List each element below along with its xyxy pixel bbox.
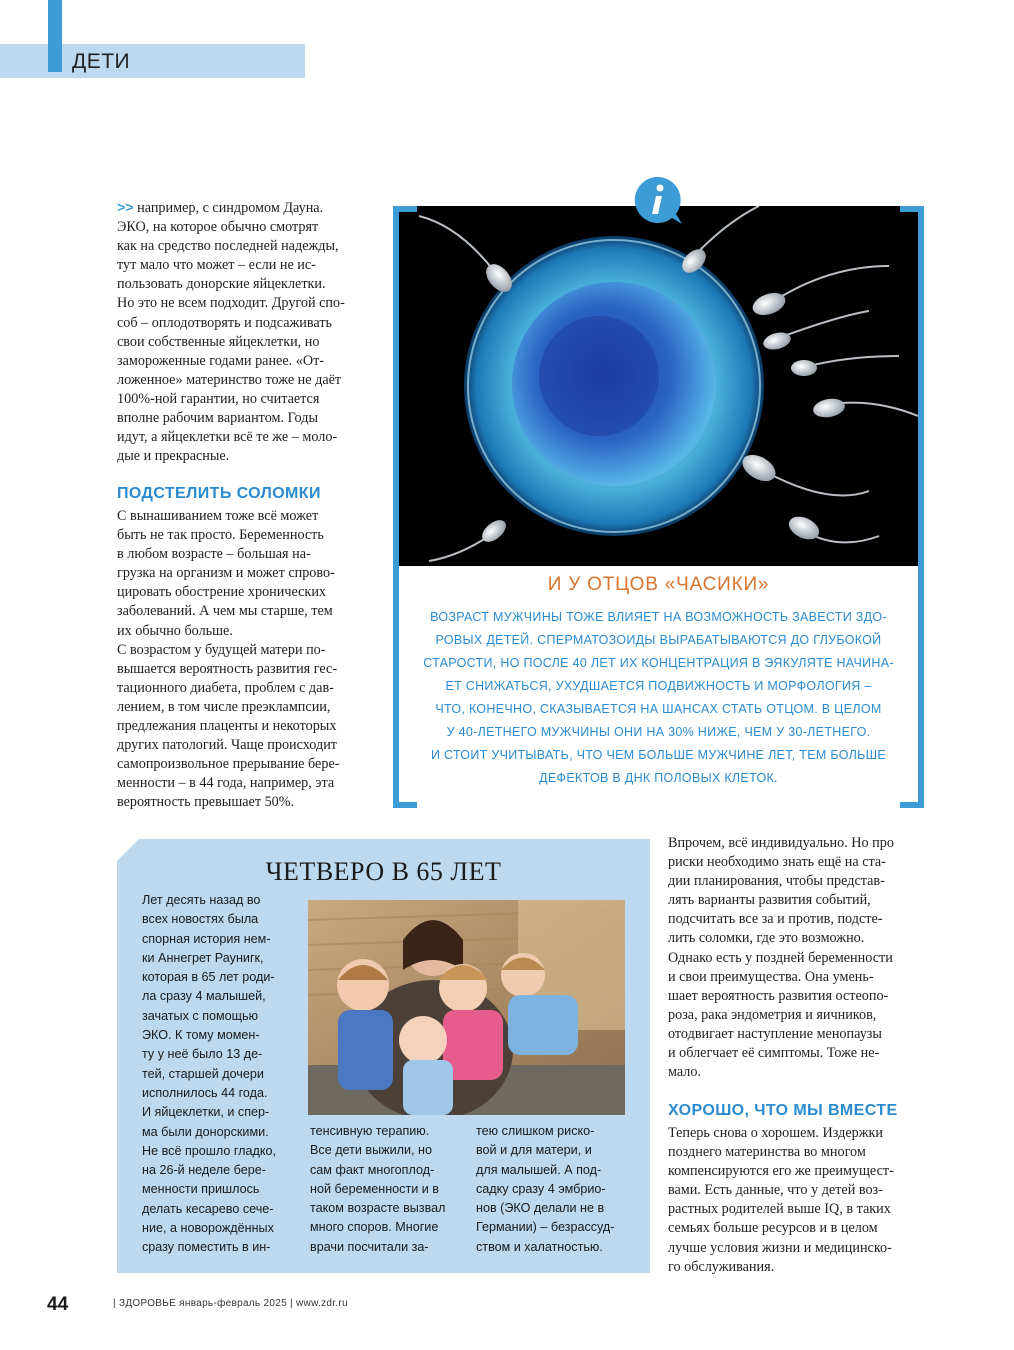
sidebar-line: сразу поместить в ин- bbox=[142, 1240, 271, 1255]
body-line: подсчитать все за и против, подсте- bbox=[668, 911, 883, 928]
info-line: У 40-ЛЕТНЕГО МУЖЧИНЫ ОНИ НА 30% НИЖЕ, ЧЕМ У 30-ЛЕТНЕГО. bbox=[446, 725, 871, 739]
body-line: и облегчает её симптомы. Тоже не- bbox=[668, 1045, 880, 1062]
body-line: Однако есть у поздней беременности bbox=[668, 949, 893, 966]
sidebar-line: ту у неё было 13 де- bbox=[142, 1047, 263, 1062]
body-line: самопроизвольное прерывание бере- bbox=[117, 756, 340, 773]
body-line: вышается вероятность развития гес- bbox=[117, 660, 338, 677]
info-icon bbox=[632, 174, 684, 226]
left-intro bbox=[117, 199, 377, 466]
sidebar-line: ством и халатностью. bbox=[476, 1239, 603, 1254]
right-body bbox=[668, 834, 938, 1082]
intro-line: свои собственные яйцеклетки, но bbox=[117, 333, 320, 350]
sidebar-line: И яйцеклетки, и спер- bbox=[142, 1105, 270, 1120]
body-line: растных родителей выше IQ, в таких bbox=[668, 1201, 891, 1218]
info-line: ДЕФЕКТОВ В ДНК ПОЛОВЫХ КЛЕТОК. bbox=[539, 771, 778, 785]
info-line: ВОЗРАСТ МУЖЧИНЫ ТОЖЕ ВЛИЯЕТ НА ВОЗМОЖНОСТЬ ЗАВЕСТИ ЗДО- bbox=[430, 610, 887, 624]
body-line: быть не так просто. Беременность bbox=[117, 527, 324, 544]
body-line: цировать обострение хронических bbox=[117, 584, 327, 601]
body-line: лить соломки, где это возможно. bbox=[668, 930, 865, 947]
sidebar-line: нов (ЭКО делали не в bbox=[476, 1201, 605, 1216]
sidebar-col-3 bbox=[476, 1122, 636, 1257]
body-line: дии планирования, чтобы представ- bbox=[668, 873, 885, 890]
info-frame-right bbox=[918, 206, 924, 808]
sidebar-line: на 26-й неделе бере- bbox=[142, 1163, 266, 1178]
section-tab bbox=[0, 44, 305, 78]
info-text bbox=[409, 606, 908, 790]
sidebar-line: ЭКО. К тому момен- bbox=[142, 1028, 260, 1043]
info-line: ЧТО, КОНЕЧНО, СКАЗЫВАЕТСЯ НА ШАНСАХ СТАТЬ ОТЦОМ. В ЦЕЛОМ bbox=[435, 702, 882, 716]
sidebar-line: спорная история нем- bbox=[142, 931, 271, 946]
sidebar-line: садку сразу 4 эмбрио- bbox=[476, 1181, 606, 1196]
sidebar-line: Не всё прошло гладко, bbox=[142, 1143, 277, 1158]
intro-line: идут, а яйцеклетки всё те же – моло- bbox=[117, 429, 338, 446]
intro-line: 100%-ной гарантии, но считается bbox=[117, 390, 320, 407]
body-line: шает вероятность развития остеопо- bbox=[668, 987, 889, 1004]
sidebar-line: Все дети выжили, но bbox=[310, 1143, 432, 1158]
sidebar-line: сам факт многоплод- bbox=[310, 1162, 435, 1177]
footer-magazine: | ЗДОРОВЬЕ январь-февраль 2025 | www.zdr.ru bbox=[113, 1298, 348, 1309]
section-label: ДЕТИ bbox=[72, 50, 131, 73]
sidebar-line: врачи посчитали за- bbox=[310, 1239, 429, 1254]
sidebar-line: тенсивную терапию. bbox=[310, 1124, 430, 1138]
body-line: отодвигает наступление менопаузы bbox=[668, 1025, 882, 1042]
intro-line: как на средство последней надежды, bbox=[117, 238, 339, 255]
body-line: менности – в 44 года, например, эта bbox=[117, 775, 335, 792]
sidebar-line: ной беременности и в bbox=[310, 1181, 439, 1196]
sidebar-line: исполнилось 44 года. bbox=[142, 1085, 268, 1100]
section-heading-right: ХОРОШО, ЧТО МЫ ВМЕСТЕ bbox=[668, 1102, 898, 1119]
sidebar-col-1 bbox=[142, 891, 302, 1258]
body-line: риски необходимо знать ещё на ста- bbox=[668, 854, 886, 871]
sidebar-line: всех новостях была bbox=[142, 912, 259, 927]
intro-line: тут мало что может – если не ис- bbox=[117, 257, 316, 274]
info-frame-left bbox=[393, 206, 399, 808]
sidebar-line: ки Аннегрет Раунигк, bbox=[142, 950, 264, 965]
body-line: лучше условия жизни и медицинско- bbox=[668, 1239, 892, 1256]
intro-line: замороженные годами ранее. «От- bbox=[117, 352, 324, 369]
section-heading-left: ПОДСТЕЛИТЬ СОЛОМКИ bbox=[117, 485, 321, 502]
info-frame-corner bbox=[393, 206, 417, 212]
body-line: предлежания плаценты и некоторых bbox=[117, 718, 337, 735]
intro-line: дые и прекрасные. bbox=[117, 448, 230, 465]
info-title: И У ОТЦОВ «ЧАСИКИ» bbox=[547, 574, 770, 595]
info-frame-corner bbox=[900, 206, 924, 212]
left-body bbox=[117, 507, 382, 813]
intro-line: вполне рабочим вариантом. Годы bbox=[117, 410, 318, 427]
sidebar-line: Германии) – безрассуд- bbox=[476, 1220, 615, 1235]
right-body-2 bbox=[668, 1124, 938, 1277]
info-frame-corner bbox=[393, 802, 417, 808]
info-frame-corner bbox=[900, 802, 924, 808]
sidebar-line: которая в 65 лет роди- bbox=[142, 970, 275, 985]
body-line: и свои преимущества. Она умень- bbox=[668, 968, 874, 985]
sidebar-line: много споров. Многие bbox=[310, 1220, 439, 1235]
body-line: других патологий. Чаще происходит bbox=[117, 737, 338, 754]
body-line: С вынашиванием тоже всё может bbox=[117, 508, 319, 524]
body-line: го обслуживания. bbox=[668, 1258, 775, 1275]
body-line: тационного диабета, проблем с дав- bbox=[117, 679, 334, 696]
info-line: И СТОИТ УЧИТЫВАТЬ, ЧТО ЧЕМ БОЛЬШЕ МУЖЧИНЕ ЛЕТ, ТЕМ БОЛЬШЕ bbox=[430, 748, 887, 762]
intro-line: соб – оплодотворять и подсаживать bbox=[117, 314, 333, 331]
info-line: СТАРОСТИ, НО ПОСЛЕ 40 ЛЕТ ИХ КОНЦЕНТРАЦИЯ В ЭЯКУЛЯТЕ НАЧИНА- bbox=[423, 656, 894, 670]
body-line: лять варианты развития событий, bbox=[668, 892, 871, 909]
body-line: вами. Есть данные, что у детей воз- bbox=[668, 1182, 883, 1199]
body-line: вероятность превышает 50%. bbox=[117, 794, 295, 811]
body-line: компенсируются его же преимущест- bbox=[668, 1163, 894, 1180]
body-line: Теперь снова о хорошем. Издержки bbox=[668, 1125, 884, 1141]
body-line: мало. bbox=[668, 1064, 702, 1081]
sidebar-line: вой и для матери, и bbox=[476, 1143, 592, 1158]
body-line: роза, рака эндометрия и яичников, bbox=[668, 1006, 877, 1023]
body-line: семьях больше ресурсов и в целом bbox=[668, 1220, 878, 1237]
intro-line-0: >> например, с синдромом Дауна. bbox=[117, 200, 324, 216]
body-line: заболеваний. А чем мы старше, тем bbox=[117, 603, 333, 620]
intro-line: ЭКО, на которое обычно смотрят bbox=[117, 219, 319, 236]
sidebar-line: делать кесарево сече- bbox=[142, 1201, 274, 1216]
intro-line: Но это не всем подходит. Другой спо- bbox=[117, 295, 345, 312]
body-line: С возрастом у будущей матери по- bbox=[117, 641, 326, 658]
continue-arrow-icon: >> bbox=[117, 200, 134, 216]
body-line: их обычно больше. bbox=[117, 622, 233, 639]
body-line: Впрочем, всё индивидуально. Но про bbox=[668, 835, 894, 851]
sidebar-line: зачатых с помощью bbox=[142, 1008, 259, 1023]
sidebar-line: тею слишком риско- bbox=[476, 1124, 595, 1138]
sidebar-line: ма были донорскими. bbox=[142, 1124, 269, 1139]
page-number: 44 bbox=[47, 1294, 69, 1315]
egg-cell-illustration bbox=[399, 206, 918, 566]
sidebar-line: менности пришлось bbox=[142, 1182, 260, 1197]
section-accent-bar bbox=[48, 0, 62, 72]
family-photo bbox=[308, 900, 625, 1115]
intro-line: пользовать донорские яйцеклетки. bbox=[117, 276, 326, 293]
sidebar-line: тей, старшей дочери bbox=[142, 1066, 264, 1081]
sidebar-line: ние, а новорождённых bbox=[142, 1221, 274, 1236]
body-line: в любом возрасте – большая на- bbox=[117, 546, 311, 563]
egg-cell-svg bbox=[399, 206, 918, 566]
body-line: позднего материнства во многом bbox=[668, 1144, 866, 1161]
intro-line: ложенное» материнство тоже не даёт bbox=[117, 371, 342, 388]
sidebar-line: таком возрасте вызвал bbox=[310, 1201, 446, 1216]
sidebar-col-2 bbox=[310, 1122, 460, 1257]
sidebar-line: ла сразу 4 малышей, bbox=[142, 989, 266, 1004]
sidebar-line: Лет десять назад во bbox=[142, 893, 261, 907]
sidebar-title: ЧЕТВЕРО В 65 ЛЕТ bbox=[265, 857, 502, 886]
body-line: грузка на организм и может спрово- bbox=[117, 565, 335, 582]
info-line: РОВЫХ ДЕТЕЙ. СПЕРМАТОЗОИДЫ ВЫРАБАТЫВАЮТСЯ ДО ГЛУБОКОЙ bbox=[435, 633, 882, 647]
sidebar-line: для малышей. А под- bbox=[476, 1162, 602, 1177]
body-line: лением, в том числе преэклампсии, bbox=[117, 698, 331, 715]
info-line: ЕТ СНИЖАТЬСЯ, УХУДШАЕТСЯ ПОДВИЖНОСТЬ И МОРФОЛОГИЯ – bbox=[445, 679, 872, 693]
